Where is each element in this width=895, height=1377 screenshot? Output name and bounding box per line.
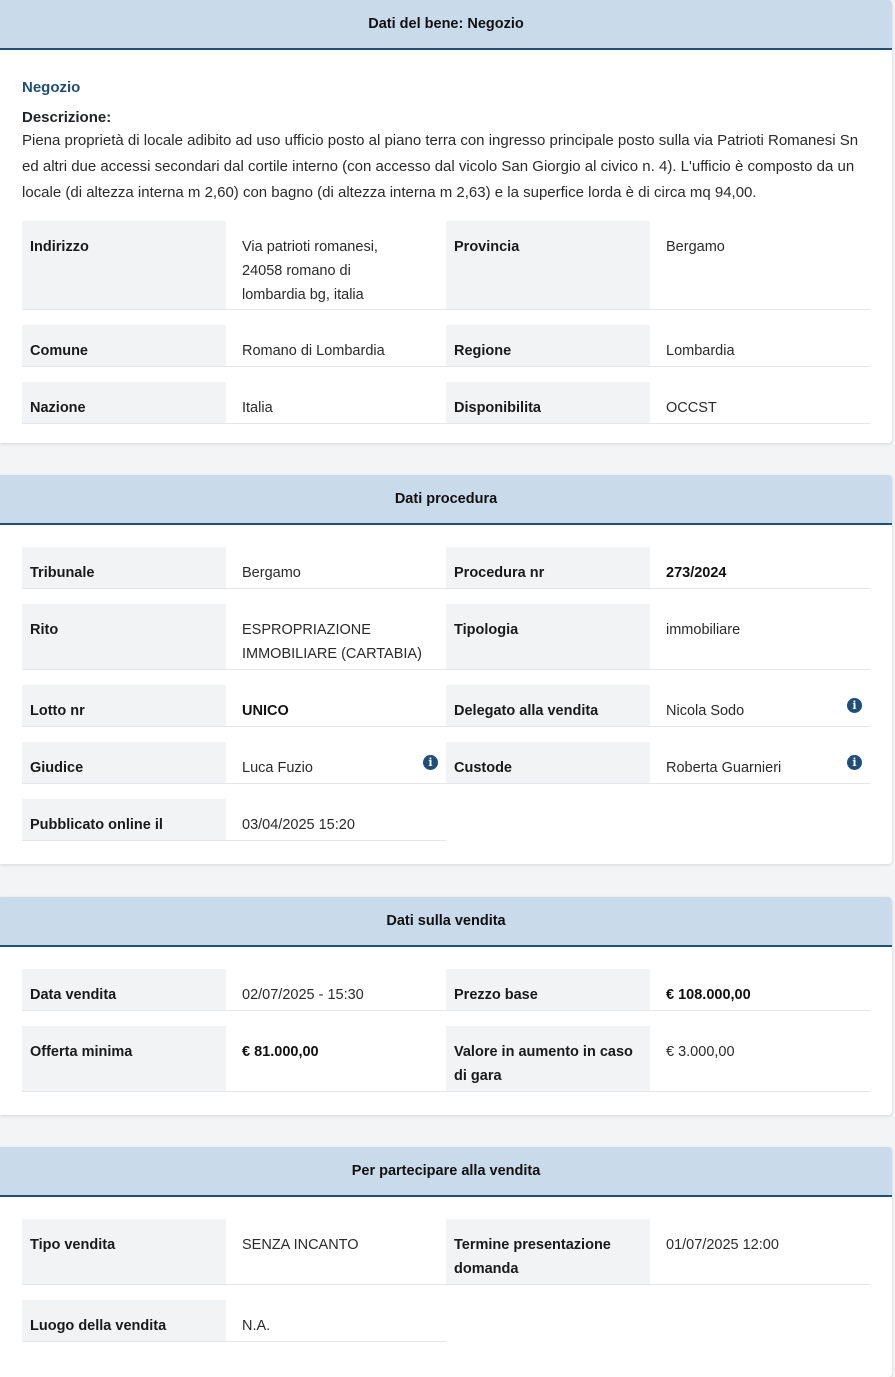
field-label: Indirizzo bbox=[22, 221, 226, 309]
field-prezzo-base bbox=[446, 969, 870, 1011]
field-provincia bbox=[446, 221, 870, 310]
field-regione bbox=[446, 325, 870, 367]
field-label: Valore in aumento in caso di gara bbox=[446, 1026, 650, 1091]
field-label: Prezzo base bbox=[446, 969, 650, 1010]
field-label: Disponibilita bbox=[446, 382, 650, 423]
field-value: Lombardia bbox=[666, 343, 735, 359]
field-label: Nazione bbox=[22, 382, 226, 423]
field-label: Comune bbox=[22, 325, 226, 366]
field-label: Tipo vendita bbox=[22, 1219, 226, 1284]
giudice-name: Luca Fuzio bbox=[242, 760, 313, 776]
field-value: 01/07/2025 12:00 bbox=[666, 1237, 779, 1253]
delegato-info-icon[interactable]: i bbox=[847, 698, 862, 713]
field-luogo bbox=[22, 1300, 446, 1342]
card-dati-procedura bbox=[0, 475, 892, 864]
field-nazione bbox=[22, 382, 446, 424]
field-label: Procedura nr bbox=[446, 547, 650, 588]
field-value: Bergamo bbox=[242, 565, 301, 581]
field-value: 02/07/2025 - 15:30 bbox=[242, 987, 364, 1003]
field-label: Regione bbox=[446, 325, 650, 366]
card-body-dati-vendita bbox=[0, 969, 892, 1099]
card-header-dati-vendita: Dati sulla vendita bbox=[0, 897, 892, 947]
description-text: Piena proprietà di locale adibito ad uso ufficio posto al piano terra con ingresso principale posto sulla via Patrioti Romanesi Sn ed altri due accessi secondari dal cortile interno (con accesso dal vicolo San Giorgio al civico n. 4). L'ufficio è composto da un locale (di altezza interna m 2,60) con bagno (di altezza interna m 2,63) e la superfice lorda è di circa mq 94,00. bbox=[22, 132, 859, 201]
vendita-details-grid bbox=[22, 969, 870, 1099]
field-label: Giudice bbox=[22, 742, 226, 783]
giudice-info-icon[interactable]: i bbox=[423, 755, 438, 770]
delegato-name: Nicola Sodo bbox=[666, 703, 745, 719]
card-header-dati-procedura: Dati procedura bbox=[0, 475, 892, 525]
field-label: Tipologia bbox=[446, 604, 650, 669]
field-value: OCCST bbox=[666, 400, 717, 416]
field-value: N.A. bbox=[242, 1318, 271, 1334]
field-label: Termine presentazione domanda bbox=[446, 1219, 650, 1284]
field-label: Lotto nr bbox=[22, 685, 226, 726]
field-value: SENZA INCANTO bbox=[242, 1237, 359, 1253]
field-label: Data vendita bbox=[22, 969, 226, 1010]
procedura-details-grid bbox=[22, 547, 870, 847]
field-pubblicato bbox=[22, 799, 446, 841]
field-termine bbox=[446, 1219, 870, 1285]
card-dati-vendita bbox=[0, 897, 892, 1115]
field-label: Delegato alla vendita bbox=[446, 685, 650, 726]
field-label: Pubblicato online il bbox=[22, 799, 226, 840]
field-value: Italia bbox=[242, 400, 273, 416]
field-value: 03/04/2025 15:20 bbox=[242, 817, 355, 833]
field-data-vendita bbox=[22, 969, 446, 1011]
field-valore-aumento bbox=[446, 1026, 870, 1092]
description-label: Descrizione: bbox=[22, 109, 112, 126]
field-value bbox=[226, 742, 446, 783]
field-tipologia bbox=[446, 604, 870, 670]
bene-title: Negozio bbox=[22, 79, 81, 96]
field-value: Bergamo bbox=[666, 239, 725, 255]
field-label: Provincia bbox=[446, 221, 650, 309]
card-body-dati-procedura bbox=[0, 547, 892, 847]
field-value: € 108.000,00 bbox=[666, 987, 751, 1003]
field-value: Via patrioti romanesi, 24058 romano di lombardia bg, italia bbox=[242, 239, 378, 303]
field-value: immobiliare bbox=[666, 622, 741, 638]
field-value: UNICO bbox=[242, 703, 289, 719]
field-label: Offerta minima bbox=[22, 1026, 226, 1091]
field-tipo-vendita bbox=[22, 1219, 446, 1285]
field-disponibilita bbox=[446, 382, 870, 424]
field-indirizzo bbox=[22, 221, 446, 310]
field-value: ESPROPRIAZIONE IMMOBILIARE (CARTABIA) bbox=[242, 622, 422, 662]
field-tribunale bbox=[22, 547, 446, 589]
card-header-dati-bene: Dati del bene: Negozio bbox=[0, 0, 892, 50]
bene-details-grid bbox=[22, 221, 870, 424]
card-dati-bene bbox=[0, 0, 892, 443]
field-procedura-nr bbox=[446, 547, 870, 589]
field-value: € 3.000,00 bbox=[666, 1044, 735, 1060]
field-delegato bbox=[446, 685, 870, 727]
partecipare-details-grid bbox=[22, 1219, 870, 1369]
field-value: € 81.000,00 bbox=[242, 1044, 319, 1060]
field-label: Rito bbox=[22, 604, 226, 669]
card-body-partecipare bbox=[0, 1219, 892, 1369]
field-value: 273/2024 bbox=[666, 565, 727, 581]
custode-info-icon[interactable]: i bbox=[847, 755, 862, 770]
field-comune bbox=[22, 325, 446, 367]
field-custode bbox=[446, 742, 870, 784]
field-value bbox=[650, 742, 870, 783]
field-rito bbox=[22, 604, 446, 670]
card-partecipare bbox=[0, 1147, 892, 1377]
card-body-dati-bene bbox=[0, 79, 892, 424]
field-value bbox=[650, 685, 870, 726]
field-giudice bbox=[22, 742, 446, 784]
card-header-partecipare: Per partecipare alla vendita bbox=[0, 1147, 892, 1197]
field-label: Custode bbox=[446, 742, 650, 783]
field-offerta-minima bbox=[22, 1026, 446, 1092]
field-label: Luogo della vendita bbox=[22, 1300, 226, 1341]
field-lotto-nr bbox=[22, 685, 446, 727]
field-value: Romano di Lombardia bbox=[242, 343, 385, 359]
custode-name: Roberta Guarnieri bbox=[666, 760, 782, 776]
field-label: Tribunale bbox=[22, 547, 226, 588]
